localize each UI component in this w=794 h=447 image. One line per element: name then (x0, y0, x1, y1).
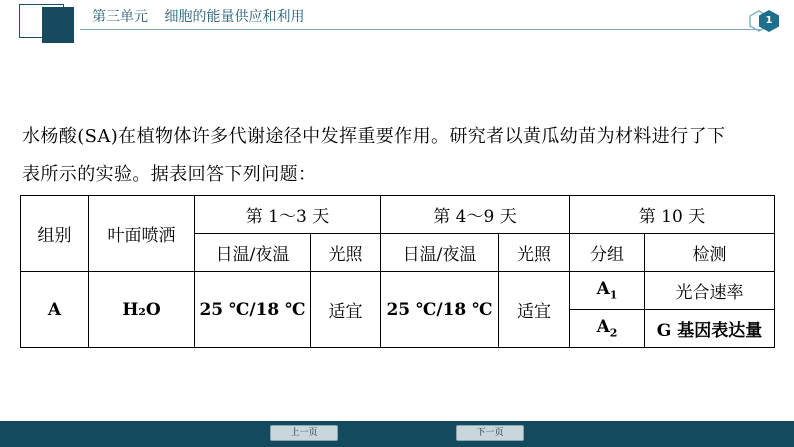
question-line-1: 水杨酸(SA)在植物体许多代谢途径中发挥重要作用。研究者以黄瓜幼苗为材料进行了下 (22, 126, 726, 147)
header-group-cell: 组别 (21, 196, 89, 272)
spray-cell: H₂O (89, 272, 195, 348)
header-day1-3-cell: 第 1～3 天 (195, 196, 381, 234)
header-temp-1-cell: 日温/夜温 (195, 234, 311, 272)
temp-1-cell: 25 ℃/18 ℃ (195, 272, 311, 348)
header-subgroup-cell: 分组 (570, 234, 645, 272)
prev-page-button[interactable]: 上一页 (270, 425, 338, 441)
table-row (21, 196, 775, 234)
header-spray-cell: 叶面喷洒 (89, 196, 195, 272)
header-frame-block (42, 7, 74, 43)
header-divider (80, 29, 760, 30)
header-light-1-cell: 光照 (311, 234, 381, 272)
table-row (21, 272, 775, 310)
subgroup-a1-cell: $A_1$ (570, 272, 645, 310)
header-light-2-cell: 光照 (499, 234, 570, 272)
header-day10-cell: 第 10 天 (570, 196, 775, 234)
light-1-cell: 适宜 (311, 272, 381, 348)
header-temp-2-cell: 日温/夜温 (381, 234, 499, 272)
page-number: 1 (765, 15, 773, 26)
question-text (22, 118, 792, 194)
detect-a1-cell: 光合速率 (645, 272, 775, 310)
footer-bar (0, 421, 794, 447)
question-line-2: 表所示的实验。据表回答下列问题： (22, 164, 317, 185)
header-title (92, 6, 316, 26)
next-page-button[interactable]: 下一页 (456, 425, 524, 441)
subgroup-a2-cell: $A_2$ (570, 310, 645, 348)
detect-a2-cell: G 基因表达量 (645, 310, 775, 348)
temp-2-cell: 25 ℃/18 ℃ (381, 272, 499, 348)
header-day4-9-cell: 第 4～9 天 (381, 196, 570, 234)
chapter-label: 细胞的能量供应和利用 (164, 9, 305, 25)
light-2-cell: 适宜 (499, 272, 570, 348)
group-cell: A (21, 272, 89, 348)
header-detect-cell: 检测 (645, 234, 775, 272)
experiment-table (20, 195, 775, 348)
unit-label: 第三单元 (92, 9, 148, 25)
